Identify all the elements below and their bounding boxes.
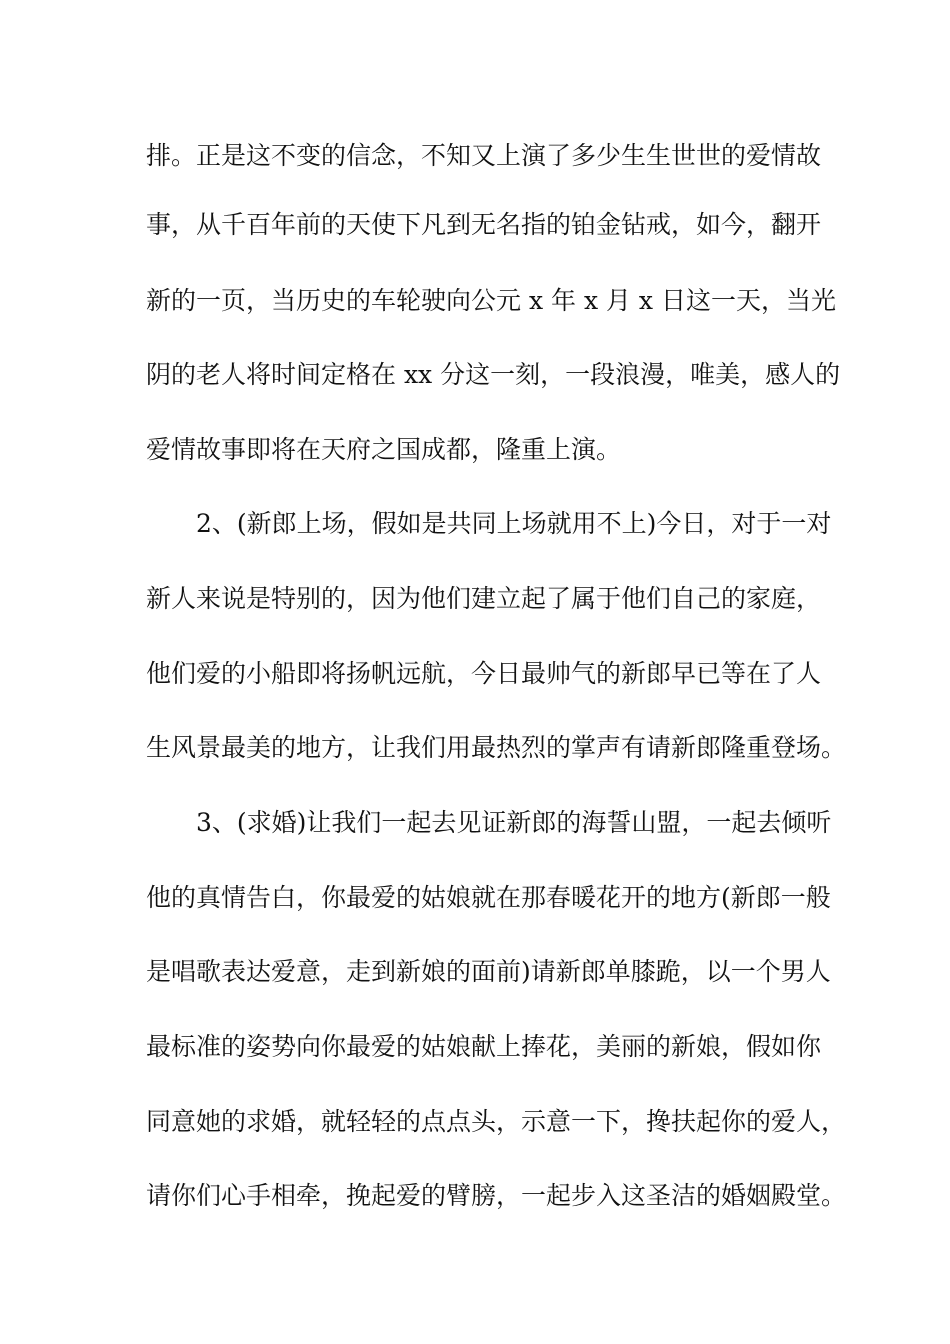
text-line: 排。正是这不变的信念，不知又上演了多少生生世世的爱情故 [146, 141, 822, 170]
paragraph-2-first-line: 2、(新郎上场，假如是共同上场就用不上)今日，对于一对 [196, 509, 832, 538]
text-line: 生风景最美的地方，让我们用最热烈的掌声有请新郎隆重登场。 [146, 733, 847, 762]
text-line: 请你们心手相牵，挽起爱的臂膀，一起步入这圣洁的婚姻殿堂。 [146, 1181, 847, 1210]
text-line: 他的真情告白，你最爱的姑娘就在那春暖花开的地方(新郎一般 [146, 883, 831, 912]
text-line: 新的一页，当历史的车轮驶向公元 x 年 x 月 x 日这一天，当光 [146, 286, 836, 315]
text-line: 事，从千百年前的天使下凡到无名指的铂金钻戒，如今，翻开 [146, 210, 822, 239]
text-line: 新人来说是特别的，因为他们建立起了属于他们自己的家庭， [146, 584, 822, 613]
paragraph-3-first-line: 3、(求婚)让我们一起去见证新郎的海誓山盟，一起去倾听 [196, 808, 832, 837]
text-line: 阴的老人将时间定格在 xx 分这一刻，一段浪漫，唯美，感人的 [146, 360, 841, 389]
text-line: 最标准的姿势向你最爱的姑娘献上捧花，美丽的新娘，假如你 [146, 1032, 822, 1061]
text-line: 是唱歌表达爱意，走到新娘的面前)请新郎单膝跪，以一个男人 [146, 957, 831, 986]
text-line: 爱情故事即将在天府之国成都，隆重上演。 [146, 435, 622, 464]
text-line: 他们爱的小船即将扬帆远航，今日最帅气的新郎早已等在了人 [146, 659, 822, 688]
text-line: 同意她的求婚，就轻轻的点点头，示意一下，搀扶起你的爱人， [146, 1107, 847, 1136]
